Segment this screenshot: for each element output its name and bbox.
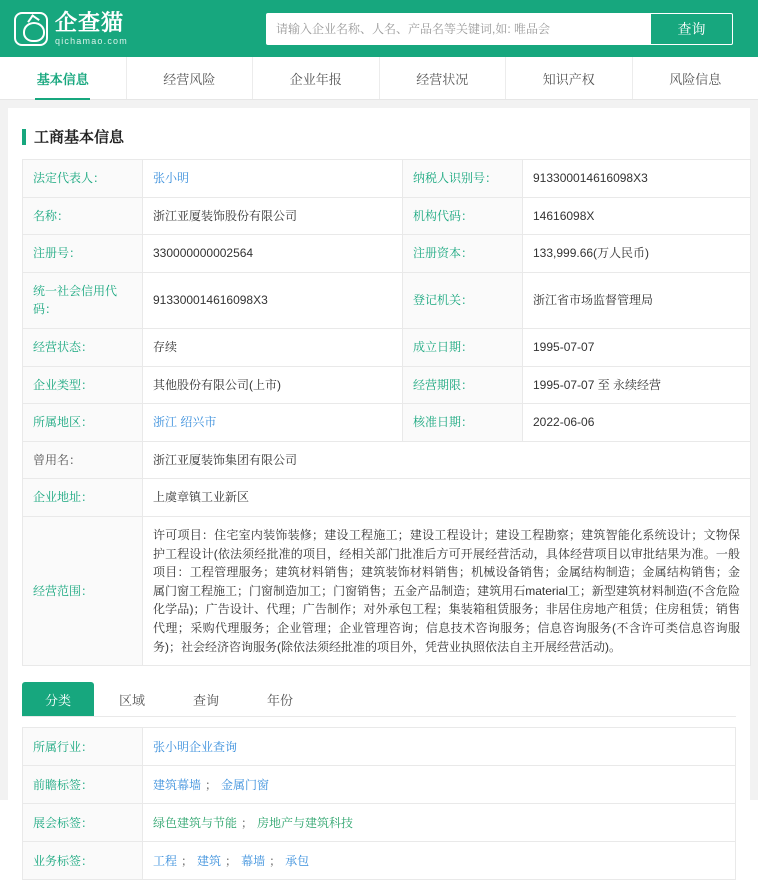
tag-separator: ；: [241, 816, 253, 830]
field-value: 2022-06-06: [523, 404, 751, 442]
logo-subtitle: qichamao.com: [55, 37, 128, 46]
site-header: [0, 0, 758, 57]
classification-subtabs: [22, 682, 736, 717]
table-row: [23, 328, 751, 366]
tag-values: [143, 766, 736, 804]
field-label: 核准日期：: [403, 404, 523, 442]
page-title: [22, 120, 736, 159]
table-row: [23, 479, 751, 517]
field-label: 法定代表人：: [23, 160, 143, 198]
tab-1[interactable]: 经营风险: [127, 57, 254, 99]
tab-2[interactable]: 企业年报: [253, 57, 380, 99]
field-value: 133,999.66(万人民币): [523, 235, 751, 273]
field-value: 浙江省市场监督管理局: [523, 272, 751, 328]
table-row: [23, 160, 751, 198]
tag-separator: ；: [269, 854, 281, 868]
search-input[interactable]: [266, 13, 651, 45]
field-value: 浙江亚厦装饰集团有限公司: [143, 441, 751, 479]
field-label: 经营期限：: [403, 366, 523, 404]
tag-link[interactable]: 金属门窗: [221, 778, 269, 792]
field-value: 其他股份有限公司(上市): [143, 366, 403, 404]
field-value: 330000000002564: [143, 235, 403, 273]
field-label: 机构代码：: [403, 197, 523, 235]
field-label: 经营范围：: [23, 516, 143, 665]
field-value: 上虞章镇工业新区: [143, 479, 751, 517]
tag-link[interactable]: 绿色建筑与节能: [153, 816, 237, 830]
tag-link[interactable]: 工程: [153, 854, 177, 868]
subtab-1[interactable]: 区域: [96, 682, 168, 716]
tag-separator: ；: [181, 854, 193, 868]
field-value: 浙江亚厦装饰股份有限公司: [143, 197, 403, 235]
business-scope-text: 许可项目：住宅室内装饰装修；建设工程施工；建设工程设计；建设工程勘察；建筑智能化系统设计；文物保护工程设计(依法须经批准的项目，经相关部门批准后方可开展经营活动，具体经营项目以审批结果为准。一般项目：工程管理服务；建筑材料销售；建筑装饰材料销售；机械设备销售；金属结构制造；金属结构销售；金属门窗工程施工；门窗制造加工；门窗销售；五金产品制造；建筑用石material工；新型建筑材料制造(不含危险化学品)；广告设计、代理；广告制作；对外承包工程；集装箱租赁服务；非居住房地产租赁；住房租赁；销售代理；采购代理服务；企业管理；企业管理咨询；信息技术咨询服务；信息咨询服务(不含许可类信息咨询服务)；社会经济咨询服务(除依法须经批准的项目外，凭营业执照依法自主开展经营活动)。: [143, 516, 751, 665]
section-title-text: 工商基本信息: [34, 126, 124, 147]
tag-label: 业务标签：: [23, 842, 143, 880]
field-label: 注册资本：: [403, 235, 523, 273]
table-row: [23, 272, 751, 328]
tags-table: [22, 727, 736, 880]
business-info-table: [22, 159, 751, 666]
field-label: 曾用名：: [23, 441, 143, 479]
table-row: [23, 366, 751, 404]
field-label: 企业地址：: [23, 479, 143, 517]
tab-4[interactable]: 知识产权: [506, 57, 633, 99]
table-row-business-scope: [23, 516, 751, 665]
tag-separator: ；: [205, 778, 217, 792]
business-info-card: [8, 108, 750, 896]
main-tabs: [0, 57, 758, 100]
tag-label: 所属行业：: [23, 728, 143, 766]
tag-link[interactable]: 房地产与建筑科技: [257, 816, 353, 830]
field-label: 名称：: [23, 197, 143, 235]
field-value: 1995-07-07 至 永续经营: [523, 366, 751, 404]
tag-link[interactable]: 承包: [285, 854, 309, 868]
tag-label: 展会标签：: [23, 804, 143, 842]
tag-link[interactable]: 建筑: [197, 854, 221, 868]
subtab-0[interactable]: 分类: [22, 682, 94, 716]
field-value: 913300014616098X3: [523, 160, 751, 198]
field-label: 统一社会信用代码：: [23, 272, 143, 328]
list-item: [23, 728, 736, 766]
subtab-3[interactable]: 年份: [244, 682, 316, 716]
tag-values: [143, 804, 736, 842]
field-label: 经营状态：: [23, 328, 143, 366]
field-label: 企业类型：: [23, 366, 143, 404]
search-bar: [266, 13, 733, 45]
field-label: 纳税人识别号：: [403, 160, 523, 198]
tag-values: [143, 842, 736, 880]
tag-separator: ；: [225, 854, 237, 868]
tag-values: [143, 728, 736, 766]
list-item: [23, 766, 736, 804]
tag-link[interactable]: 建筑幕墙: [153, 778, 201, 792]
field-label: 所属地区：: [23, 404, 143, 442]
tag-link[interactable]: 幕墙: [241, 854, 265, 868]
field-value: 存续: [143, 328, 403, 366]
tag-link[interactable]: 张小明企业查询: [153, 740, 237, 754]
tab-5[interactable]: 风险信息: [633, 57, 758, 99]
tab-0[interactable]: 基本信息: [0, 57, 127, 99]
list-item: [23, 842, 736, 880]
table-row: [23, 197, 751, 235]
field-value: 913300014616098X3: [143, 272, 403, 328]
logo-title: 企查猫: [55, 12, 128, 34]
field-label: 注册号：: [23, 235, 143, 273]
tag-label: 前瞻标签：: [23, 766, 143, 804]
field-value[interactable]: 浙江 绍兴市: [143, 404, 403, 442]
subtab-2[interactable]: 查询: [170, 682, 242, 716]
title-accent-bar: [22, 129, 26, 145]
table-row: [23, 235, 751, 273]
field-value[interactable]: 张小明: [143, 160, 403, 198]
table-row: [23, 441, 751, 479]
cat-logo-icon: [14, 12, 48, 46]
tab-3[interactable]: 经营状况: [380, 57, 507, 99]
logo-text: [55, 12, 128, 46]
field-value: 14616098X: [523, 197, 751, 235]
field-value: 1995-07-07: [523, 328, 751, 366]
search-button[interactable]: 查询: [651, 13, 733, 45]
field-label: 登记机关：: [403, 272, 523, 328]
table-row: [23, 404, 751, 442]
site-logo[interactable]: [14, 12, 224, 46]
field-label: 成立日期：: [403, 328, 523, 366]
list-item: [23, 804, 736, 842]
